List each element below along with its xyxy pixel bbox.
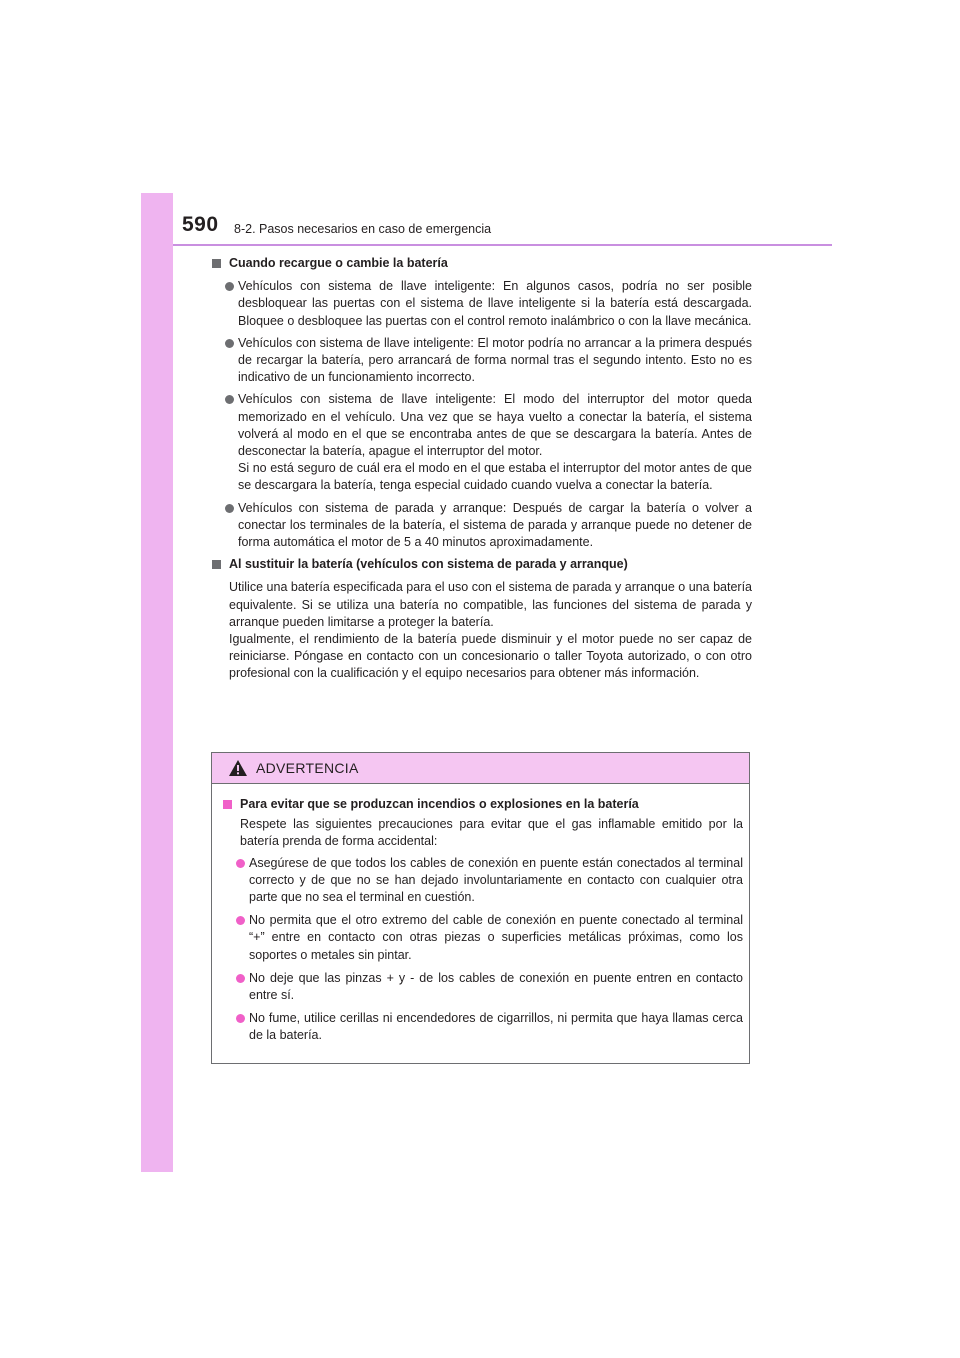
square-bullet-icon <box>212 560 221 569</box>
round-bullet-icon <box>225 282 234 291</box>
list-item <box>212 500 752 552</box>
section-title: 8-2. Pasos necesarios en caso de emergencia <box>234 222 492 236</box>
side-color-band <box>141 193 173 1172</box>
round-bullet-icon <box>236 859 245 868</box>
warning-header <box>212 753 749 784</box>
round-bullet-icon <box>225 395 234 404</box>
round-bullet-icon <box>225 339 234 348</box>
list-item <box>223 970 743 1004</box>
list-item <box>223 912 743 964</box>
warning-triangle-icon <box>228 759 248 777</box>
section-heading-battery-charge: Cuando recargue o cambie la batería <box>212 255 752 272</box>
list-item-text: No permita que el otro extremo del cable de conexión en puente conectado al terminal “+” entre en contacto con otras piezas o superficies metálicas próximas, como los soportes o metales sin pintar. <box>249 913 743 962</box>
square-bullet-icon <box>223 800 232 809</box>
warning-heading: Para evitar que se produzcan incendios o explosiones en la batería <box>223 796 743 813</box>
list-item-text: No deje que las pinzas + y - de los cables de conexión en puente entren en contacto entre sí. <box>249 970 743 1003</box>
list-item <box>212 278 752 330</box>
page-number: 590 <box>182 213 219 236</box>
list-item <box>223 1010 743 1044</box>
list-item <box>212 335 752 387</box>
list-item-text: Vehículos con sistema de llave inteligente: En algunos casos, podría no ser posible desbloquear las puertas con el sistema de llave inteligente si la batería está descargada. Bloquee o desbloquee las puertas con el control remoto inalámbrico o con la llave mecánica. <box>238 279 752 328</box>
round-bullet-icon <box>225 504 234 513</box>
list-item <box>212 391 752 494</box>
list-item-text-extra: Si no está seguro de cuál era el modo en el que estaba el interruptor del motor antes de que se descargara la batería, tenga especial cuidado cuando vuelva a conectar la batería. <box>238 461 752 493</box>
list-item-text: Vehículos con sistema de llave inteligente: El modo del interruptor del motor queda memorizado en el vehículo. Una vez que se haya vuelto a conectar la batería, el sistema volverá al modo en el que se encontraba antes de que se descargara la batería. Antes de desconectar la batería, apague el interruptor del motor. <box>238 392 752 459</box>
main-content <box>212 255 752 689</box>
list-item-text: Vehículos con sistema de llave inteligente: El motor podría no arrancar a la primera después de recargar la batería, pero arrancará de forma normal tras el segundo intento. Esto no es indicativo de un funcionamiento incorrecto. <box>238 335 752 385</box>
warning-box <box>211 752 750 1064</box>
square-bullet-icon <box>212 259 221 268</box>
warning-body <box>223 796 743 1051</box>
paragraph: Utilice una batería especificada para el uso con el sistema de parada y arranque o una batería equivalente. Si se utiliza una batería no compatible, las funciones del sistema de parada y arranque pueden limitarse a proteger la batería. Igualmente, el rendimiento de la batería puede disminuir y el motor puede no ser capaz de reiniciarse. Póngase en contacto con un concesionario o taller Toyota autorizado, o con otro profesional con la cualificación y el equipo necesarios para obtener más información. <box>229 580 752 681</box>
round-bullet-icon <box>236 916 245 925</box>
list-item-text: Vehículos con sistema de parada y arranque: Después de cargar la batería o volver a conectar los terminales de la batería, el sistema de parada y arranque puede no detener de forma automática el motor de 5 a 40 minutos aproximadamente. <box>238 500 752 550</box>
section-heading-battery-replace: Al sustituir la batería (vehículos con sistema de parada y arranque) <box>212 556 752 573</box>
list-item <box>223 855 743 907</box>
warning-intro: Respete las siguientes precauciones para evitar que el gas inflamable emitido por la batería prenda de forma accidental: <box>240 817 743 849</box>
round-bullet-icon <box>236 974 245 983</box>
header-rule <box>173 244 832 246</box>
warning-title: ADVERTENCIA <box>256 760 359 776</box>
round-bullet-icon <box>236 1014 245 1023</box>
list-item-text: No fume, utilice cerillas ni encendedores de cigarrillos, ni permita que haya llamas cerca de la batería. <box>249 1011 743 1043</box>
list-item-text: Asegúrese de que todos los cables de conexión en puente están conectados al terminal correcto y de que no se han dejado involuntariamente en contacto con cualquier otra parte que no sea el terminal en cuestión. <box>249 855 743 905</box>
